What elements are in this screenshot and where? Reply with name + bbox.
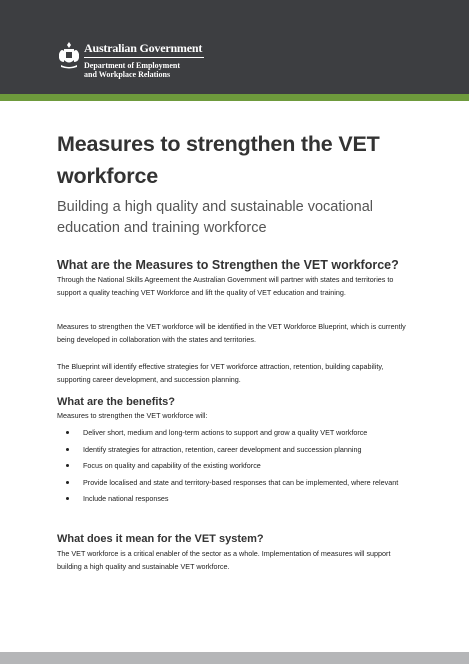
list-item	[57, 442, 417, 458]
section-heading-vet-system: What does it mean for the VET system?	[57, 533, 264, 545]
government-logo-text	[84, 42, 204, 79]
bullet-icon	[66, 497, 69, 500]
bullet-icon	[66, 431, 69, 434]
page-title: Measures to strengthen the VET workforce	[57, 132, 380, 188]
section-paragraph: The VET workforce is a critical enabler of the sector as a whole. Implementation of measures will support building a high quality and sustainable VET workforce.	[57, 549, 391, 571]
list-item	[57, 458, 417, 474]
coat-of-arms-icon	[58, 40, 80, 70]
section-heading-measures: What are the Measures to Strengthen the VET workforce?	[57, 258, 399, 272]
benefits-intro: Measures to strengthen the VET workforce will:	[57, 411, 208, 420]
list-item-text: Include national responses	[83, 494, 169, 503]
list-item-text: Focus on quality and capability of the existing workforce	[83, 461, 261, 470]
bullet-icon	[66, 481, 69, 484]
logo-divider	[84, 57, 204, 58]
page-subtitle: Building a high quality and sustainable vocational education and training workforce	[57, 199, 373, 236]
section-paragraph: Through the National Skills Agreement the Australian Government will partner with states and territories to support a quality teaching VET Workforce and lift the quality of VET education and training.	[57, 275, 394, 297]
header-banner	[0, 0, 469, 94]
footer-bar	[0, 652, 469, 664]
list-item	[57, 425, 417, 441]
list-item	[57, 491, 417, 507]
list-item-text: Deliver short, medium and long-term actions to support and grow a quality VET workforce	[83, 428, 368, 437]
list-item-text: Provide localised and state and territory-based responses that can be implemented, where relevant	[83, 477, 399, 487]
list-item	[57, 475, 417, 491]
section-paragraph: Measures to strengthen the VET workforce will be identified in the VET Workforce Blueprint, which is currently being developed in collaboration with the states and territories.	[57, 322, 406, 344]
department-line-1: Department of Employment	[84, 61, 180, 70]
section-heading-benefits: What are the benefits?	[57, 396, 175, 408]
government-name: Australian Government	[84, 41, 203, 55]
department-line-2: and Workplace Relations	[84, 70, 171, 79]
bullet-icon	[66, 448, 69, 451]
benefits-list	[57, 425, 417, 507]
bullet-icon	[66, 464, 69, 467]
section-paragraph: The Blueprint will identify effective strategies for VET workforce attraction, retention, building capability, supporting career development, and succession planning.	[57, 362, 384, 384]
accent-bar	[0, 94, 469, 101]
list-item-text: Identify strategies for attraction, retention, career development and succession planning	[83, 444, 362, 454]
